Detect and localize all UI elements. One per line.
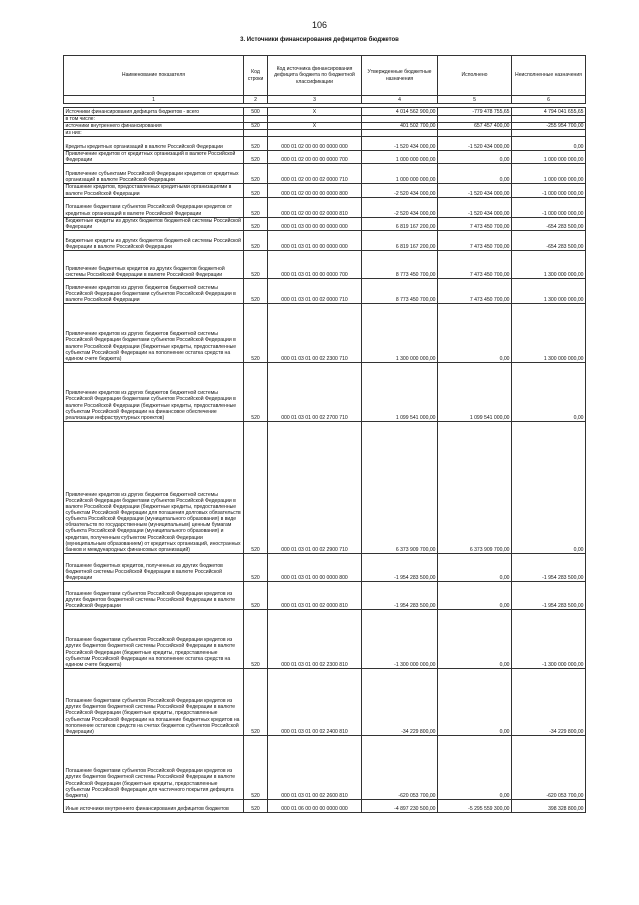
row-unexecuted-cell: -1 000 000 000,00 [512,184,586,197]
row-approved-cell: -34 229 800,00 [362,668,438,735]
row-executed-cell [438,130,512,137]
row-name-cell: Погашение кредитов, предоставленных кредитными организациями в валюте Российской Федерации [64,184,244,197]
row-approved-cell: -2 520 434 000,00 [362,184,438,197]
row-name-cell: из них: [64,130,244,137]
row-executed-cell: -1 520 434 000,00 [438,184,512,197]
row-executed-cell: -1 520 434 000,00 [438,197,512,217]
row-unexecuted-cell: 398 328 800,00 [512,799,586,812]
row-line-code-cell: 520 [244,735,268,799]
table-row [64,123,586,130]
row-name-cell: источники внутреннего финансирования [64,123,244,130]
row-executed-cell [438,116,512,123]
column-number: 1 [64,96,244,104]
row-name-cell: Привлечение кредитов от кредитных организаций в валюте Российской Федерации [64,151,244,164]
row-approved-cell: 6 819 167 200,00 [362,230,438,250]
row-line-code-cell: 520 [244,217,268,230]
row-approved-cell: -1 520 434 000,00 [362,137,438,151]
table-row [64,668,586,735]
table-row [64,137,586,151]
row-unexecuted-cell: -34 229 800,00 [512,668,586,735]
row-source-code-cell: 000 01 02 00 00 00 0000 800 [268,184,362,197]
table-row [64,581,586,609]
section-title: 3. Источники финансирования дефицитов бюджетов [240,37,399,43]
column-header: Неисполненные назначения [512,56,586,96]
row-unexecuted-cell: 0,00 [512,137,586,151]
row-executed-cell: 657 457 400,00 [438,123,512,130]
row-source-code-cell: 000 01 03 01 00 00 0000 700 [268,250,362,278]
row-unexecuted-cell: 0,00 [512,421,586,553]
row-unexecuted-cell: -1 000 000 000,00 [512,197,586,217]
row-source-code-cell: 000 01 02 00 00 02 0000 810 [268,197,362,217]
row-approved-cell: 8 773 450 700,00 [362,278,438,303]
row-source-code-cell: 000 01 03 01 00 02 2600 810 [268,735,362,799]
row-line-code-cell: 520 [244,123,268,130]
row-source-code-cell: X [268,123,362,130]
row-unexecuted-cell: 4 794 041 655,65 [512,108,586,116]
row-executed-cell: 7 473 450 700,00 [438,217,512,230]
row-unexecuted-cell: -1 954 283 500,00 [512,581,586,609]
row-line-code-cell [244,130,268,137]
row-name-cell: Бюджетные кредиты из других бюджетов бюджетной системы Российской Федерации [64,217,244,230]
row-approved-cell: -1 954 283 500,00 [362,581,438,609]
table-row [64,799,586,812]
row-source-code-cell: 000 01 06 00 00 00 0000 000 [268,799,362,812]
row-source-code-cell: 000 01 03 01 00 02 2900 710 [268,421,362,553]
row-name-cell: Погашение бюджетами субъектов Российской Федерации кредитов от кредитных организаций в валюте Российской Федерации [64,197,244,217]
column-header: Исполнено [438,56,512,96]
row-source-code-cell: 000 01 03 01 00 00 0000 800 [268,553,362,581]
row-source-code-cell [268,116,362,123]
row-executed-cell: 0,00 [438,164,512,184]
column-number: 2 [244,96,268,104]
table-row [64,151,586,164]
row-source-code-cell: 000 01 03 00 00 00 0000 000 [268,217,362,230]
column-header: Утвержденные бюджетные назначения [362,56,438,96]
row-line-code-cell: 520 [244,230,268,250]
row-source-code-cell: 000 01 03 01 00 02 2300 710 [268,303,362,362]
row-name-cell: Бюджетные кредиты из других бюджетов бюджетной системы Российской Федерации в валюте Российской Федерации [64,230,244,250]
table-row [64,553,586,581]
table-row [64,130,586,137]
row-line-code-cell: 520 [244,668,268,735]
row-line-code-cell: 520 [244,609,268,668]
row-executed-cell: 1 099 541 000,00 [438,362,512,421]
row-line-code-cell: 520 [244,151,268,164]
row-approved-cell: 1 000 000 000,00 [362,164,438,184]
row-name-cell: Привлечение кредитов из других бюджетов бюджетной системы Российской Федерации бюджетами субъектов Российской Федерации в валюте Российской Федерации (бюджетные кредиты, предоставленные субъектам Российской Федерации для погашения долговых обязательств субъекта Российской Федерации (муниципального образования) в виде обязательств по государственным (муниципальным) ценным бумагам субъекта Российской Федерации (муниципального образования) и кредитам, полученным субъектом Российской Федерации (муниципальным образованием) от кредитных организаций, иностранных банков и международных финансовых организаций) [64,421,244,553]
row-unexecuted-cell: -255 954 700,00 [512,123,586,130]
row-executed-cell: 7 473 450 700,00 [438,230,512,250]
row-name-cell: Погашение бюджетами субъектов Российской Федерации кредитов из других бюджетов бюджетной системы Российской Федерации в валюте Российской Федерации (бюджетные кредиты, предоставленные субъектам Российской Федерации на погашение бюджетных кредитов на пополнение остатков средств на счетах бюджетов субъектов Российской Федерации) [64,668,244,735]
row-name-cell: в том числе: [64,116,244,123]
row-approved-cell: -1 300 000 000,00 [362,609,438,668]
table-row [64,197,586,217]
row-unexecuted-cell: 0,00 [512,362,586,421]
row-executed-cell: 0,00 [438,735,512,799]
row-name-cell: Погашение бюджетами субъектов Российской Федерации кредитов из других бюджетов бюджетной системы Российской Федерации в валюте Российской Федерации [64,581,244,609]
table-row [64,250,586,278]
row-executed-cell: 0,00 [438,581,512,609]
row-unexecuted-cell: -1 954 283 500,00 [512,553,586,581]
table-row [64,116,586,123]
row-line-code-cell: 500 [244,108,268,116]
row-source-code-cell [268,130,362,137]
row-name-cell: Привлечение кредитов из других бюджетов бюджетной системы Российской Федерации бюджетами субъектов Российской Федерации в валюте Российской Федерации [64,278,244,303]
row-approved-cell: -620 053 700,00 [362,735,438,799]
row-line-code-cell: 520 [244,137,268,151]
header-row [64,56,586,96]
row-executed-cell: 0,00 [438,303,512,362]
row-name-cell: Привлечение кредитов из других бюджетов бюджетной системы Российской Федерации бюджетами субъектов Российской Федерации в валюте Российской Федерации (бюджетные кредиты, предоставленные субъектам Российской Федерации на пополнение остатка средств на едином счете бюджета) [64,303,244,362]
row-approved-cell: 8 773 450 700,00 [362,250,438,278]
row-approved-cell: 6 373 909 700,00 [362,421,438,553]
column-number: 5 [438,96,512,104]
row-line-code-cell: 520 [244,553,268,581]
row-name-cell: Источники финансирования дефицита бюджетов - всего [64,108,244,116]
row-approved-cell: 1 300 000 000,00 [362,303,438,362]
row-approved-cell: 4 014 562 900,00 [362,108,438,116]
row-name-cell: Иные источники внутреннего финансирования дефицитов бюджетов [64,799,244,812]
row-unexecuted-cell: -620 053 700,00 [512,735,586,799]
column-number-row [64,96,586,104]
column-header: Наименование показателя [64,56,244,96]
row-source-code-cell: 000 01 03 01 00 02 2700 710 [268,362,362,421]
row-executed-cell: 0,00 [438,609,512,668]
row-unexecuted-cell: 1 300 000 000,00 [512,278,586,303]
row-line-code-cell [244,116,268,123]
row-line-code-cell: 520 [244,164,268,184]
row-executed-cell: 0,00 [438,553,512,581]
table-row [64,362,586,421]
row-unexecuted-cell: -654 283 500,00 [512,230,586,250]
table-row [64,609,586,668]
row-line-code-cell: 520 [244,184,268,197]
row-name-cell: Привлечение кредитов из других бюджетов бюджетной системы Российской Федерации бюджетами субъектов Российской Федерации в валюте Российской Федерации (бюджетные кредиты, предоставленные субъектам Российской Федерации на финансовое обеспечение реализации инфраструктурных проектов) [64,362,244,421]
row-name-cell: Кредиты кредитных организаций в валюте Российской Федерации [64,137,244,151]
financing-sources-table [63,55,586,813]
table-row [64,230,586,250]
row-line-code-cell: 520 [244,421,268,553]
table-body [64,108,586,813]
row-executed-cell: -1 520 434 000,00 [438,137,512,151]
row-source-code-cell: 000 01 03 01 00 02 0000 810 [268,581,362,609]
row-source-code-cell: 000 01 02 00 00 00 0000 700 [268,151,362,164]
row-line-code-cell: 520 [244,278,268,303]
row-source-code-cell: 000 01 02 00 00 00 0000 000 [268,137,362,151]
row-source-code-cell: X [268,108,362,116]
row-name-cell: Привлечение бюджетных кредитов из других бюджетов бюджетной системы Российской Федерации в валюте Российской Федерации [64,250,244,278]
row-unexecuted-cell: -1 300 000 000,00 [512,609,586,668]
row-name-cell: Погашение бюджетных кредитов, полученных из других бюджетов бюджетной системы Российской Федерации в валюте Российской Федерации [64,553,244,581]
row-approved-cell [362,116,438,123]
row-line-code-cell: 520 [244,581,268,609]
row-executed-cell: 7 473 450 700,00 [438,250,512,278]
row-executed-cell: 0,00 [438,151,512,164]
table-row [64,217,586,230]
row-approved-cell: -2 520 434 000,00 [362,197,438,217]
row-unexecuted-cell [512,116,586,123]
row-unexecuted-cell: 1 000 000 000,00 [512,151,586,164]
row-executed-cell: -779 478 755,65 [438,108,512,116]
row-line-code-cell: 520 [244,303,268,362]
row-executed-cell: 0,00 [438,668,512,735]
row-source-code-cell: 000 01 03 01 00 00 0000 000 [268,230,362,250]
row-source-code-cell: 000 01 03 01 00 02 2400 810 [268,668,362,735]
row-unexecuted-cell: 1 300 000 000,00 [512,303,586,362]
column-number: 6 [512,96,586,104]
column-number: 4 [362,96,438,104]
row-line-code-cell: 520 [244,250,268,278]
row-approved-cell: 1 000 000 000,00 [362,151,438,164]
row-approved-cell: 6 819 167 200,00 [362,217,438,230]
page-number: 106 [311,20,328,30]
row-executed-cell: 6 373 909 700,00 [438,421,512,553]
row-source-code-cell: 000 01 03 01 00 02 0000 710 [268,278,362,303]
row-line-code-cell: 520 [244,197,268,217]
row-line-code-cell: 520 [244,362,268,421]
row-approved-cell: 1 099 541 000,00 [362,362,438,421]
table-row [64,278,586,303]
table-row [64,735,586,799]
row-name-cell: Привлечение субъектами Российской Федерации кредитов от кредитных организаций в валюте Российской Федерации [64,164,244,184]
table-row [64,303,586,362]
row-approved-cell: -1 954 283 500,00 [362,553,438,581]
table-row [64,108,586,116]
column-header: Код источника финансирования дефицита бюджета по бюджетной классификации [268,56,362,96]
table-row [64,164,586,184]
row-approved-cell: -4 897 230 500,00 [362,799,438,812]
row-name-cell: Погашение бюджетами субъектов Российской Федерации кредитов из других бюджетов бюджетной системы Российской Федерации в валюте Российской Федерации (бюджетные кредиты, предоставленные субъектам Российской Федерации для частичного покрытия дефицита бюджета) [64,735,244,799]
row-unexecuted-cell: 1 300 000 000,00 [512,250,586,278]
row-approved-cell [362,130,438,137]
row-approved-cell: 401 502 700,00 [362,123,438,130]
row-line-code-cell: 520 [244,799,268,812]
row-unexecuted-cell: 1 000 000 000,00 [512,164,586,184]
row-unexecuted-cell: -654 283 500,00 [512,217,586,230]
row-executed-cell: -5 295 559 300,00 [438,799,512,812]
row-name-cell: Погашение бюджетами субъектов Российской Федерации кредитов из других бюджетов бюджетной системы Российской Федерации в валюте Российской Федерации (бюджетные кредиты, предоставленные субъектам Российской Федерации на пополнение остатка средств на едином счете бюджета) [64,609,244,668]
table-row [64,184,586,197]
row-source-code-cell: 000 01 02 00 00 02 0000 710 [268,164,362,184]
row-source-code-cell: 000 01 03 01 00 02 2300 810 [268,609,362,668]
row-executed-cell: 7 473 450 700,00 [438,278,512,303]
row-unexecuted-cell [512,130,586,137]
table-row [64,421,586,553]
column-number: 3 [268,96,362,104]
column-header: Код строки [244,56,268,96]
